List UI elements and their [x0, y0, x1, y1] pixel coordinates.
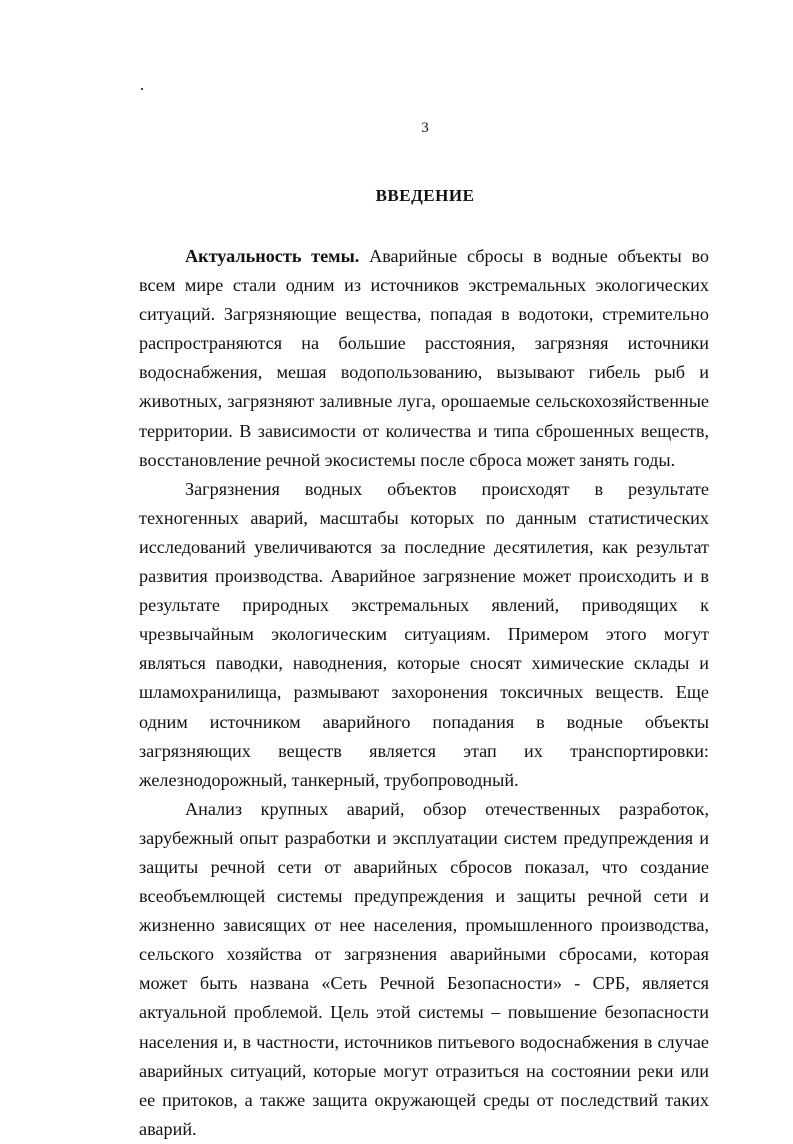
- section-heading: ВВЕДЕНИЕ: [375, 186, 475, 205]
- page-number: 3: [421, 120, 429, 136]
- paragraph-text: Аварийные сбросы в водные объекты во всем мире стали одним из источников экстремальных экологических ситуаций. Загрязняющие вещества, попадая в водотоки, стремительно распространяются на большие расстояния, загрязняя источники водоснабжения, мешая водопользованию, вызывают гибель рыб и животных, загрязняют заливные луга, орошаемые сельскохозяйственные территории. В зависимости от количества и типа сброшенных веществ, восстановление речной экосистемы после сброса может занять годы.: [139, 246, 710, 470]
- paragraph-analysis: Анализ крупных аварий, обзор отечественных разработок, зарубежный опыт разработки и эксплуатации систем предупреждения и защиты речной сети от аварийных сбросов показал, что создание всеобъемлющей системы предупреждения и защиты речной сети и жизненно зависящих от нее населения, промышленного производства, сельского хозяйства от загрязнения аварийными сбросами, которая может быть названа «Сеть Речной Безопасности» - СРБ, является актуальной проблемой. Цель этой системы – повышение безопасности населения и, в частности, источников питьевого водоснабжения в случае аварийных ситуаций, которые могут отразиться на состоянии реки или ее притоков, а также защита окружающей среды от последствий таких аварий.: [139, 798, 709, 1139]
- body-text: [139, 242, 709, 1144]
- paragraph-lead: Актуальность темы.: [185, 246, 360, 266]
- scan-speck: [141, 88, 143, 90]
- paragraph-pollution: Загрязнения водных объектов происходят в результате техногенных аварий, масштабы которых по данным статистических исследований увеличиваются за последние десятилетия, как результат развития производства. Аварийное загрязнение может происходить и в результате природных экстремальных явлений, приводящих к чрезвычайным экологическим ситуациям. Примером этого могут являться паводки, наводнения, которые сносят химические склады и шламохранилища, размывают захоронения токсичных веществ. Еще одним источником аварийного попадания в водные объекты загрязняющих веществ является этап их транспортировки: железнодорожный, танкерный, трубопроводный.: [139, 478, 709, 790]
- paragraph-relevance: [139, 242, 709, 475]
